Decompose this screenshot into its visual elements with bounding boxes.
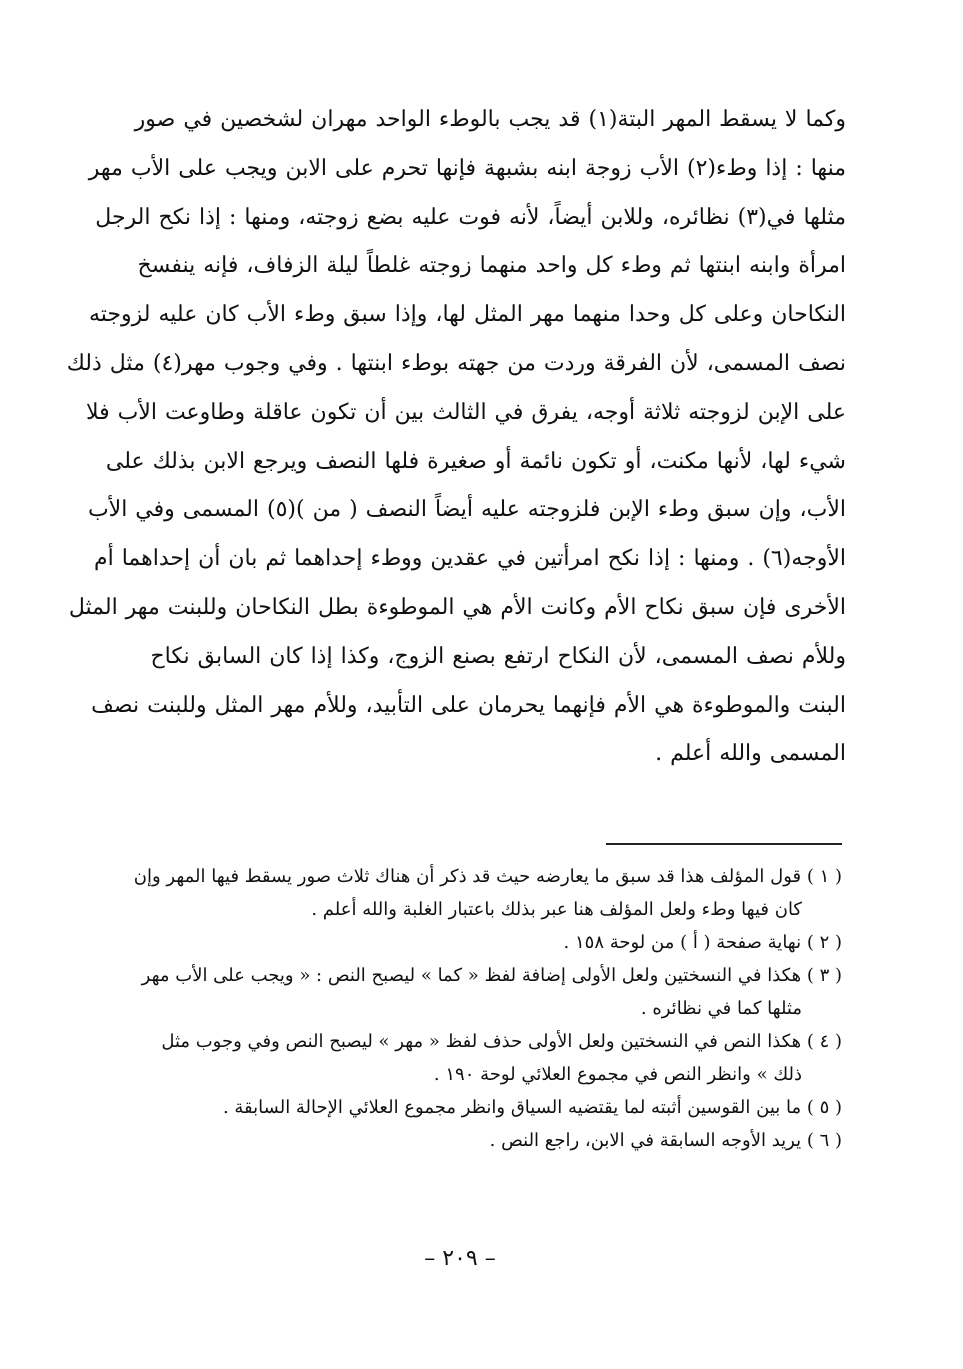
footnotes-block bbox=[100, 860, 842, 1157]
main-text-block bbox=[66, 96, 846, 779]
main-text-line: النكاحان وعلى كل وحدا منهما مهر المثل لها، وإذا سبق وطء الأب كان عليه لزوجته bbox=[88, 302, 846, 328]
footnote-1-continued: كان فيها وطء ولعل المؤلف هنا عبر بذلك باعتبار الغلبة والله أعلم . bbox=[311, 899, 802, 920]
page-number: – ٢٠٩ – bbox=[424, 1246, 496, 1271]
main-text-line: امرأة وابنه ابنتها ثم وطء كل واحد منهما زوجته غلطاً ليلة الزفاف، فإنه ينفسخ bbox=[137, 253, 846, 279]
footnote-5: ( ٥ ) ما بين القوسين أثبته لما يقتضيه السياق وانظر مجموع العلائي الإحالة السابقة . bbox=[222, 1097, 842, 1118]
main-text-line: وكما لا يسقط المهر البتة(١) قد يجب بالوطء الواحد مهران لشخصين في صور bbox=[134, 107, 846, 132]
main-text-line: البنت والموطوءة هي الأم فإنهما يحرمان على التأبيد، وللأم مهر المثل وللبنت نصف bbox=[91, 692, 846, 718]
footnote-3-continued: مثلها كما في نظائره . bbox=[640, 998, 802, 1019]
footnote-6: ( ٦ ) يريد الأوجه السابقة في الابن، راجع النص . bbox=[489, 1130, 842, 1151]
main-text-line: الأوجه(٦) . ومنها : إذا نكح امرأتين في عقدين ووطء إحداهما ثم بان أن إحداهما أم bbox=[93, 546, 846, 572]
main-text-line: الأب، وإن سبق وطء الإبن فلزوجته عليه أيضاً النصف ( من )(٥) المسمى وفي الأب bbox=[87, 497, 846, 523]
main-text-line: شيء لها، لأنها مكنت، أو تكون نائمة أو صغيرة فلها النصف ويرجع الابن بذلك على bbox=[105, 448, 846, 474]
footnote-3: ( ٣ ) هكذا في النسختين ولعل الأولى إضافة لفظ « كما » ليصبح النص : « ويجب على الأب مهر bbox=[141, 965, 842, 986]
footnote-separator bbox=[606, 843, 842, 845]
main-text-line: مثلها في(٣) نظائره، وللابن أيضاً، لأنه فوت عليه بضع زوجته، ومنها : إذا نكح الرجل bbox=[95, 204, 846, 230]
footnote-4-continued: ذلك » وانظر النص في مجموع العلائي لوحة ١٩٠ . bbox=[433, 1064, 802, 1085]
main-text-line: وللأم نصف المسمى، لأن النكاح ارتفع بصنع الزوج، وكذا إذا كان السابق نكاح bbox=[150, 643, 846, 669]
main-text-line-last: المسمى والله أعلم . bbox=[655, 741, 846, 767]
main-text-line: منها : إذا وطء(٢) الأب زوجة ابنه بشبهة فإنها تحرم على الابن ويجب على الأب مهر bbox=[88, 155, 846, 181]
footnote-2: ( ٢ ) نهاية صفحة ( أ ) من لوحة ١٥٨ . bbox=[563, 932, 842, 953]
footnote-4: ( ٤ ) هكذا النص في النسختين ولعل الأولى حذف لفظ « مهر » ليصبح النص وفي وجوب مثل bbox=[161, 1031, 842, 1052]
main-text-line: على الإبن لزوجته ثلاثة أوجه، يفرق في الثالث بين أن تكون عاقلة وطاوعت الأب فلا bbox=[85, 399, 846, 425]
main-text-line: الأخرى فإن سبق نكاح الأم وكانت الأم هي الموطوءة بطل النكاحان وللبنت مهر المثل bbox=[68, 594, 846, 620]
footnote-1: ( ١ ) قول المؤلف هذا قد سبق ما يعارضه حيث قد ذكر أن هناك ثلاث صور يسقط فيها المهر وإن bbox=[133, 866, 842, 887]
main-text-line: نصف المسمى، لأن الفرقة وردت من جهته بوطء ابنتها . وفي وجوب مهر(٤) مثل ذلك bbox=[66, 350, 846, 376]
